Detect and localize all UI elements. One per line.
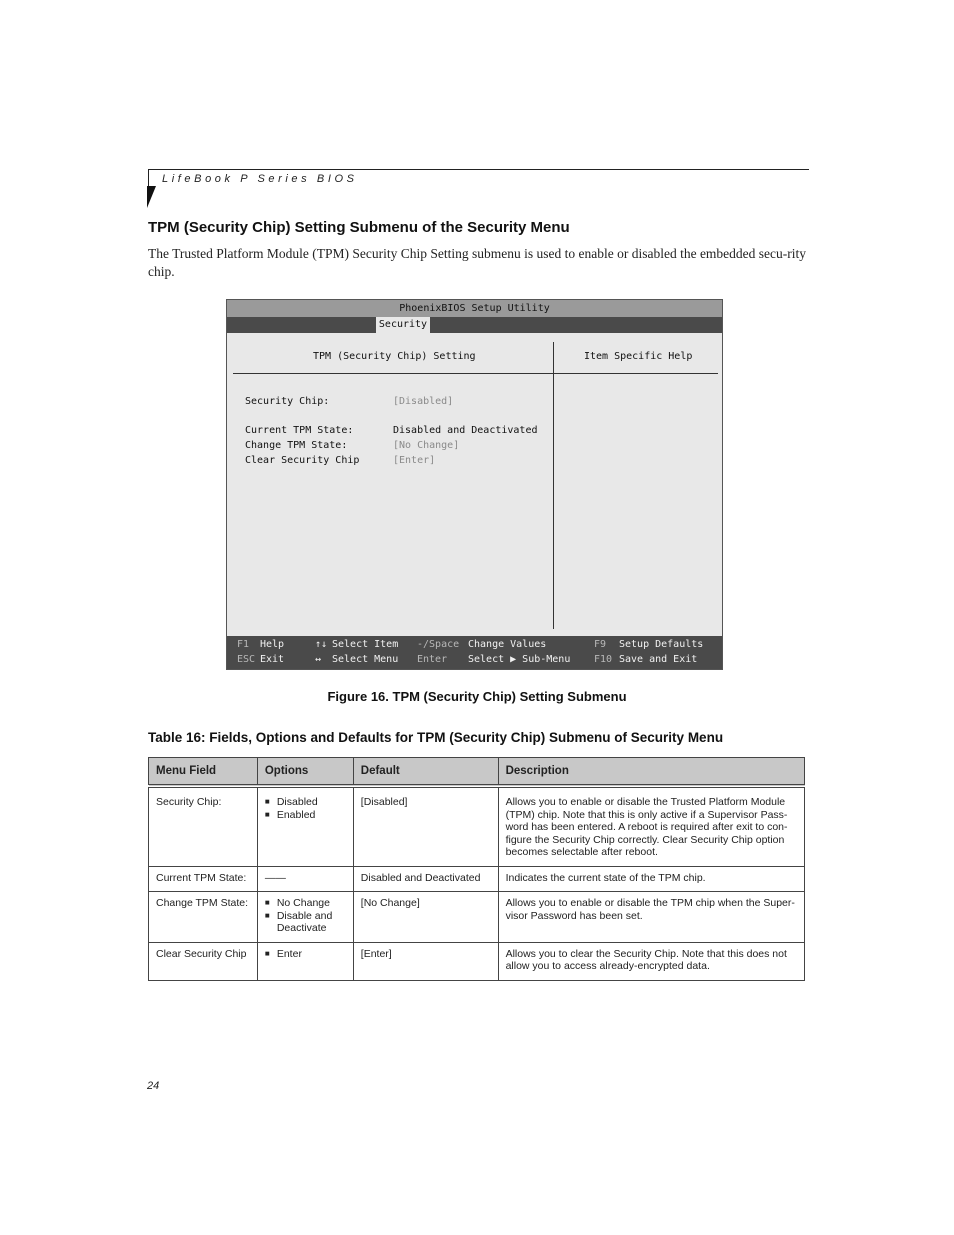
- header-vertical-rule: [148, 169, 149, 187]
- bios-item-value: Disabled and Deactivated: [393, 425, 538, 436]
- cell-options: [257, 892, 353, 943]
- bios-menu-bar: [227, 317, 722, 333]
- option-item: ■ Disable and Deactivate: [265, 910, 346, 935]
- cell-field: Current TPM State:: [149, 866, 258, 892]
- bios-footer: [227, 636, 722, 669]
- intro-paragraph: The Trusted Platform Module (TPM) Security Chip Setting submenu is used to enable or disabled the embedded secu-rity chip.: [148, 246, 807, 279]
- bios-screen: [226, 299, 723, 670]
- cell-description: Allows you to enable or disable the TPM chip when the Super-visor Password has been set.: [498, 892, 804, 943]
- bios-item-value[interactable]: [Disabled]: [393, 396, 454, 407]
- key-space-action: Change Values: [468, 639, 547, 650]
- bios-divider-horizontal: [233, 373, 718, 374]
- key-f1: F1: [237, 639, 250, 650]
- option-item: ■ No Change: [265, 897, 346, 910]
- fields-table: [148, 757, 805, 981]
- bios-item-label: Change TPM State:: [245, 440, 348, 451]
- key-updown-arrows-icon: ↑↓: [315, 639, 328, 650]
- bios-tab-security[interactable]: Security: [376, 317, 430, 333]
- key-f9: F9: [594, 639, 607, 650]
- bios-item-label: Security Chip:: [245, 396, 330, 407]
- section-heading: TPM (Security Chip) Setting Submenu of the Security Menu: [148, 219, 570, 236]
- cell-options: [257, 942, 353, 980]
- cell-options: ——: [257, 866, 353, 892]
- key-enter-action: Select ▶ Sub-Menu: [468, 654, 571, 665]
- cell-description: Allows you to clear the Security Chip. Note that this does not allow you to access already-encrypted data.: [498, 942, 804, 980]
- key-esc-action: Exit: [260, 654, 285, 665]
- bios-item-label: Clear Security Chip: [245, 455, 360, 466]
- bios-utility-title: PhoenixBIOS Setup Utility: [227, 300, 722, 317]
- column-header: Options: [257, 758, 353, 787]
- key-f1-action: Help: [260, 639, 285, 650]
- cell-default: Disabled and Deactivated: [353, 866, 498, 892]
- key-space: -/Space: [417, 639, 460, 650]
- table-row: [149, 892, 805, 943]
- table-title: Table 16: Fields, Options and Defaults for TPM (Security Chip) Submenu of Security Menu: [148, 730, 724, 745]
- running-header: LifeBook P Series BIOS: [162, 173, 358, 185]
- cell-default: [Disabled]: [353, 786, 498, 866]
- table-header-row: [149, 758, 805, 787]
- cell-default: [No Change]: [353, 892, 498, 943]
- page-number: 24: [147, 1080, 160, 1092]
- cell-field: Change TPM State:: [149, 892, 258, 943]
- option-item: ■ Enabled: [265, 809, 346, 822]
- figure-caption: Figure 16. TPM (Security Chip) Setting Submenu: [327, 689, 627, 704]
- bios-item-value[interactable]: [Enter]: [393, 455, 436, 466]
- table-row: [149, 786, 805, 866]
- bios-item-value[interactable]: [No Change]: [393, 440, 460, 451]
- column-header: Default: [353, 758, 498, 787]
- column-header: Description: [498, 758, 804, 787]
- key-f9-action: Setup Defaults: [619, 639, 704, 650]
- cell-field: Clear Security Chip: [149, 942, 258, 980]
- bios-panel-title: TPM (Security Chip) Setting: [313, 351, 476, 362]
- header-wedge-mark: [147, 186, 156, 208]
- option-item: ■ Disabled: [265, 796, 346, 809]
- cell-description: Allows you to enable or disable the Trusted Platform Module (TPM) chip. Note that this is only active if a Supervisor Pass-word has been entered. A reboot is required after exit to con-figure the Security Chip correctly. Clear Security Chip option becomes selectable after reboot.: [498, 786, 804, 866]
- key-leftright-arrows-icon: ↔: [315, 654, 322, 665]
- bios-help-title: Item Specific Help: [584, 351, 693, 362]
- key-f10: F10: [594, 654, 613, 665]
- cell-description: Indicates the current state of the TPM chip.: [498, 866, 804, 892]
- key-leftright-action: Select Menu: [332, 654, 399, 665]
- key-enter: Enter: [417, 654, 448, 665]
- key-esc: ESC: [237, 654, 256, 665]
- key-updown-action: Select Item: [332, 639, 399, 650]
- table-row: [149, 866, 805, 892]
- bios-item-label: Current TPM State:: [245, 425, 354, 436]
- cell-field: Security Chip:: [149, 786, 258, 866]
- key-f10-action: Save and Exit: [619, 654, 698, 665]
- cell-options: [257, 786, 353, 866]
- bios-divider-vertical: [553, 342, 554, 629]
- column-header: Menu Field: [149, 758, 258, 787]
- header-rule: [148, 169, 809, 170]
- table-row: [149, 942, 805, 980]
- option-item: ■ Enter: [265, 948, 346, 961]
- cell-default: [Enter]: [353, 942, 498, 980]
